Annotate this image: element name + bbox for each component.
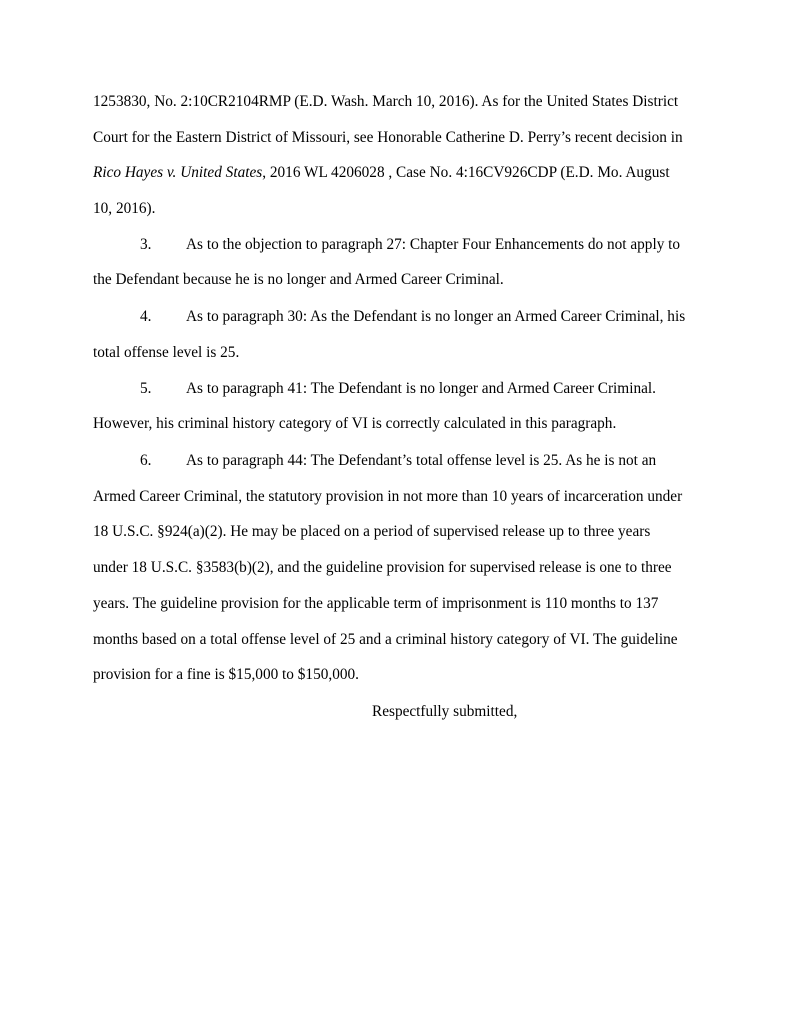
item-number: 3. — [140, 236, 152, 253]
case-citation-italic: Rico Hayes v. United States — [93, 164, 263, 181]
closing-signature-line: Respectfully submitted, — [372, 703, 518, 720]
intro-line-1: 1253830, No. 2:10CR2104RMP (E.D. Wash. March 10, 2016). As for the United States District — [93, 93, 679, 110]
item-6-line-1 — [140, 452, 656, 470]
item-6-line-2: Armed Career Criminal, the statutory provision in not more than 10 years of incarceration under — [93, 488, 683, 505]
item-6-line-5: years. The guideline provision for the applicable term of imprisonment is 110 months to 137 — [93, 595, 659, 612]
intro-line-2: Court for the Eastern District of Missouri, see Honorable Catherine D. Perry’s recent decision in — [93, 129, 683, 146]
item-5-line-1 — [140, 380, 656, 398]
case-citation-rest: , 2016 WL 4206028 , Case No. 4:16CV926CDP (E.D. Mo. August — [262, 164, 670, 181]
item-number: 4. — [140, 308, 152, 325]
item-6-line-4: under 18 U.S.C. §3583(b)(2), and the guideline provision for supervised release is one to three — [93, 559, 672, 576]
item-number: 5. — [140, 380, 152, 397]
item-text: As to the objection to paragraph 27: Chapter Four Enhancements do not apply to — [186, 236, 681, 253]
item-number: 6. — [140, 452, 152, 469]
item-6-line-7: provision for a fine is $15,000 to $150,000. — [93, 666, 359, 683]
item-text: As to paragraph 41: The Defendant is no longer and Armed Career Criminal. — [186, 380, 656, 397]
item-3-line-1 — [140, 236, 680, 254]
intro-line-4: 10, 2016). — [93, 200, 156, 217]
item-6-line-3: 18 U.S.C. §924(a)(2). He may be placed on a period of supervised release up to three years — [93, 523, 651, 540]
item-5-line-2: However, his criminal history category of VI is correctly calculated in this paragraph. — [93, 415, 617, 432]
item-6-line-6: months based on a total offense level of 25 and a criminal history category of VI. The guideline — [93, 631, 678, 648]
item-4-line-2: total offense level is 25. — [93, 344, 240, 361]
item-3-line-2: the Defendant because he is no longer and Armed Career Criminal. — [93, 271, 504, 288]
item-text: As to paragraph 44: The Defendant’s total offense level is 25. As he is not an — [186, 452, 657, 469]
item-4-line-1 — [140, 308, 685, 326]
intro-line-3 — [93, 164, 670, 182]
item-text: As to paragraph 30: As the Defendant is no longer an Armed Career Criminal, his — [186, 308, 686, 325]
